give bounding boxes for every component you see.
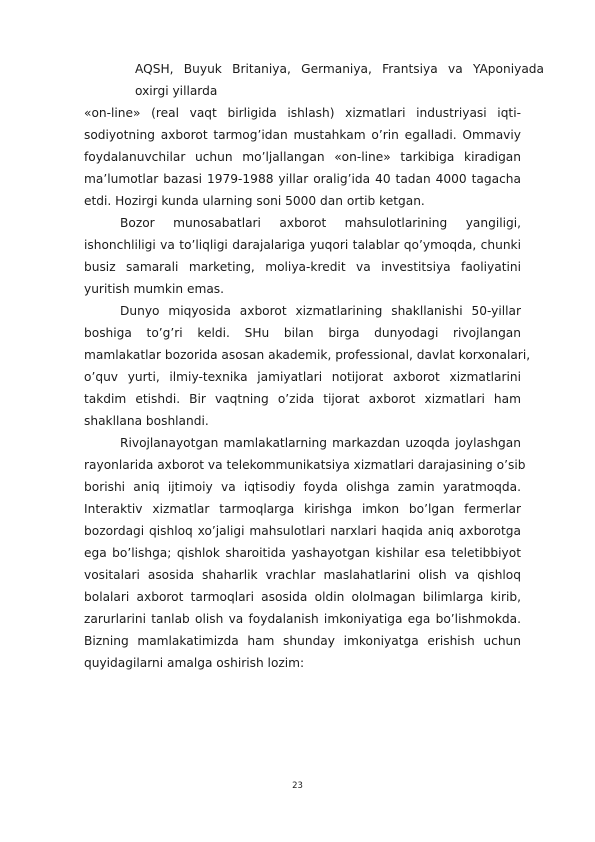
paragraph — [84, 300, 531, 432]
paragraph-line: bolalari axborot tarmoqlari asosida oldin ololmagan bilimlarga kirib, — [84, 590, 521, 604]
paragraph-line: quyidagilarni amalga oshirish lozim: — [84, 656, 305, 670]
paragraph-line: yuritish mumkin emas. — [84, 282, 225, 296]
paragraph — [84, 212, 521, 300]
paragraph-line: Bizning mamlakatimizda ham shunday imkoniyatga erishish uchun — [84, 634, 521, 648]
paragraph-line: ega bo’lishga; qishlok sharoitida yashayotgan kishilar esa teletibbiyot — [84, 546, 521, 560]
list-item-line: AQSH, Buyuk Britaniya, Germaniya, Frantsiya va YAponiyada — [135, 62, 544, 76]
paragraph — [84, 102, 521, 212]
paragraph-line: foydalanuvchilar uchun mo’ljallangan «on-line» tarkibiga kiradigan — [84, 150, 521, 164]
list-item-continuation — [135, 58, 544, 102]
paragraph-line: Rivojlanayotgan mamlakatlarning markazdan uzoqda joylashgan — [120, 436, 521, 450]
paragraph-line: etdi. Hozirgi kunda ularning soni 5000 dan ortib ketgan. — [84, 194, 425, 208]
paragraph-line: takdim etishdi. Bir vaqtning o’zida tijorat axborot xizmatlari ham — [84, 392, 521, 406]
list-item-line: oxirgi yillarda — [135, 84, 218, 98]
paragraph-line: bozordagi qishloq xo’jaligi mahsulotlari narxlari haqida aniq axborotga — [84, 524, 521, 538]
paragraph-line: mamlakatlar bozorida asosan akademik, professional, davlat korxonalari, — [84, 348, 531, 362]
paragraph-line: borishi aniq ijtimoiy va iqtisodiy foyda olishga zamin yaratmoqda. — [84, 480, 521, 494]
paragraph-line: shakllana boshlandi. — [84, 414, 209, 428]
paragraph-line: sodiyotning axborot tarmog’idan mustahkam o’rin egalladi. Ommaviy — [84, 128, 521, 142]
body-text — [84, 102, 531, 674]
paragraph-line: ishonchliligi va to’liqligi darajalariga yuqori talablar qo’ymoqda, chunki — [84, 238, 521, 252]
paragraph-line: rayonlarida axborot va telekommunikatsiya xizmatlari darajasining o’sib — [84, 458, 526, 472]
paragraph-line: Bozor munosabatlari axborot mahsulotlarining yangiligi, — [120, 216, 521, 230]
paragraph-line: zarurlarini tanlab olish va foydalanish imkoniyatiga ega bo’lishmokda. — [84, 612, 521, 626]
paragraph-line: boshiga to’g’ri keldi. SHu bilan birga dunyodagi rivojlangan — [84, 326, 521, 340]
paragraph-line: busiz samarali marketing, moliya-kredit va investitsiya faoliyatini — [84, 260, 521, 274]
paragraph — [84, 432, 526, 674]
page-number: 23 — [292, 781, 303, 791]
paragraph-line: Interaktiv xizmatlar tarmoqlarga kirishga imkon bo’lgan fermerlar — [84, 502, 521, 516]
paragraph-line: ma’lumotlar bazasi 1979-1988 yillar oralig’ida 40 tadan 4000 tagacha — [84, 172, 521, 186]
paragraph-line: o’quv yurti, ilmiy-texnika jamiyatlari notijorat axborot xizmatlarini — [84, 370, 521, 384]
paragraph-line: Dunyo miqyosida axborot xizmatlarining shakllanishi 50-yillar — [120, 304, 521, 318]
paragraph-line: «on-line» (real vaqt birligida ishlash) xizmatlari industriyasi iqti- — [84, 106, 521, 120]
paragraph-line: vositalari asosida shaharlik vrachlar maslahatlarini olish va qishloq — [84, 568, 521, 582]
